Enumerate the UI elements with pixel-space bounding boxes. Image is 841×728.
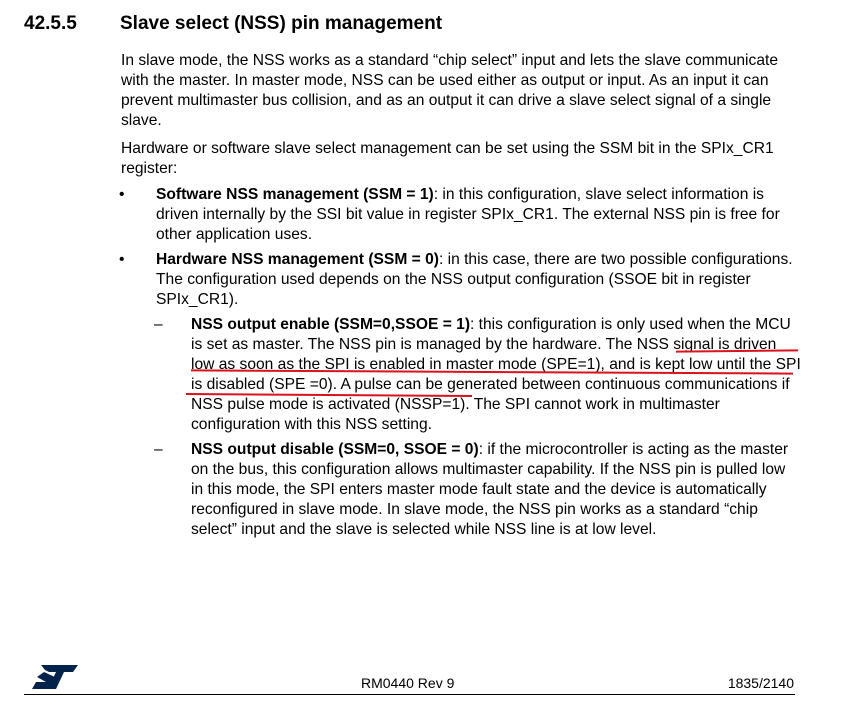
- intro-paragraph: In slave mode, the NSS works as a standard “chip select” input and lets the slave communicate with the master. In master mode, NSS can be used either as output or input. As an input it can prevent multimaster bus collision, and as an output it can drive a slave select signal of a single slave.: [121, 52, 778, 129]
- section-title: Slave select (NSS) pin management: [120, 13, 443, 34]
- ssm-paragraph: Hardware or software slave select management can be set using the SSM bit in the SPIx_CR1 register:: [121, 140, 774, 177]
- item-term: Software NSS management (SSM = 1): [156, 186, 434, 203]
- nss-management-list: [119, 185, 801, 540]
- section-number: 42.5.5: [24, 13, 77, 34]
- item-text: : in this configuration, slave select information is driven internally by the SSI bit value in register SPIx_CR1. The external NSS pin is free for other application uses.: [156, 186, 780, 243]
- bullet-marker: •: [119, 186, 125, 203]
- item-term: NSS output enable (SSM=0,SSOE = 1): [191, 316, 471, 333]
- st-logo-icon: [31, 664, 79, 690]
- list-item: [154, 440, 801, 540]
- bullet-marker: •: [119, 251, 125, 268]
- nss-output-list: [154, 315, 801, 540]
- dash-marker: –: [154, 316, 163, 333]
- section-heading: [24, 13, 442, 35]
- item-term: Hardware NSS management (SSM = 0): [156, 251, 439, 268]
- page-number: 1835/2140: [727, 675, 794, 691]
- section-body: [121, 51, 801, 545]
- item-text: : this configuration is only used when the MCU is set as master. The NSS pin is managed by the hardware. The NSS signal is driven low as soon as the SPI is enabled in master mode (SPE=1), and is kept low until the SPI is disabled (SPE =0). A pulse can be generated between continuous communications if NSS pulse mode is activated (NSSP=1). The SPI cannot work in multimaster configuration with this NSS setting.: [191, 316, 801, 433]
- page-footer: [24, 658, 795, 695]
- list-item: [154, 315, 801, 435]
- list-item: [119, 185, 801, 245]
- document-id: RM0440 Rev 9: [361, 675, 455, 691]
- item-text: : if the microcontroller is acting as the master on the bus, this configuration allows multimaster capability. If the NSS pin is pulled low in this mode, the SPI enters master mode fault state and the device is automatically reconfigured in slave mode. In slave mode, the NSS pin works as a standard “chip select” input and the slave is selected while NSS line is at low level.: [191, 441, 789, 538]
- dash-marker: –: [154, 441, 163, 458]
- item-term: NSS output disable (SSM=0, SSOE = 0): [191, 441, 479, 458]
- item-text: : in this case, there are two possible configurations. The configuration used depends on the NSS output configuration (SSOE bit in register SPIx_CR1).: [156, 251, 793, 308]
